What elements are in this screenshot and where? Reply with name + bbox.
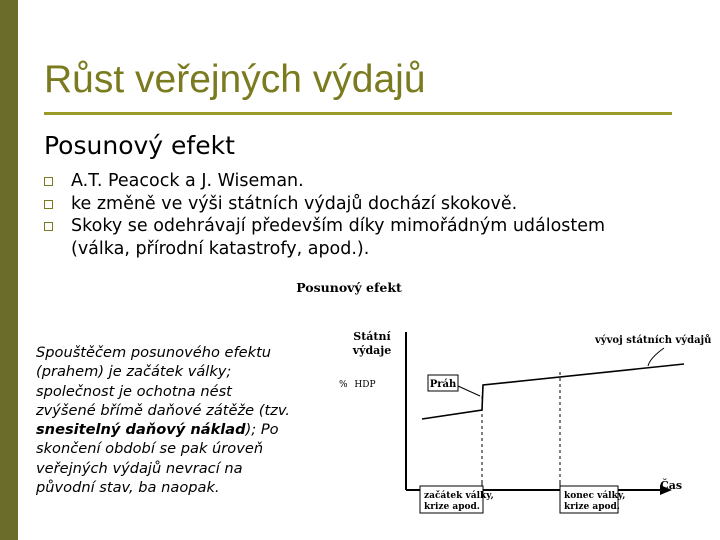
slide-subtitle: Posunový efekt	[44, 131, 235, 160]
note-bold-term: snesitelný daňový náklad	[36, 421, 246, 439]
war-end-label-line1: konec války,	[564, 491, 626, 501]
spending-trend-line	[422, 364, 684, 419]
war-end-label-line2: krize apod.	[564, 502, 620, 512]
bullet-text: A.T. Peacock a J. Wiseman.	[71, 171, 304, 191]
diagram-title: Posunový efekt	[296, 280, 402, 295]
threshold-pointer	[458, 386, 480, 396]
series-label-pointer	[648, 348, 664, 366]
y-axis-label-line2: výdaje	[352, 344, 392, 357]
series-label: vývoj státních výdajů	[595, 335, 712, 346]
shift-effect-diagram	[292, 280, 720, 540]
bullet-list	[44, 170, 644, 260]
y-axis-unit: % HDP	[339, 380, 376, 390]
bullet-text: Skoky se odehrávají především díky mimořádným událostem (válka, přírodní katastrofy, apod.).	[71, 216, 606, 259]
bullet-square-icon	[44, 177, 53, 186]
title-underline	[44, 112, 672, 115]
bullet-item	[44, 215, 644, 260]
war-start-label-line1: začátek války,	[424, 491, 494, 501]
bullet-square-icon	[44, 222, 53, 231]
war-start-label-line2: krize apod.	[424, 502, 480, 512]
left-accent-bar	[0, 0, 18, 540]
y-axis-label-line1: Státní	[353, 330, 391, 343]
bullet-text: ke změně ve výši státních výdajů dochází skokově.	[71, 193, 518, 214]
bullet-item	[44, 193, 644, 216]
bullet-item	[44, 170, 644, 193]
bullet-square-icon	[44, 200, 53, 209]
explanation-note	[36, 343, 292, 497]
x-axis-label: Čas	[660, 479, 683, 492]
slide-title: Růst veřejných výdajů	[44, 58, 426, 101]
threshold-label: Práh	[429, 379, 457, 390]
note-text-end: ); Po skončení období se pak úroveň veřejných výdajů nevrací na původní stav, ba naopak.	[36, 421, 279, 497]
note-text-start: Spouštěčem posunového efektu (prahem) je začátek války; společnost je ochotna nést zvýšené břímě daňové zátěže (tzv.	[36, 344, 290, 419]
